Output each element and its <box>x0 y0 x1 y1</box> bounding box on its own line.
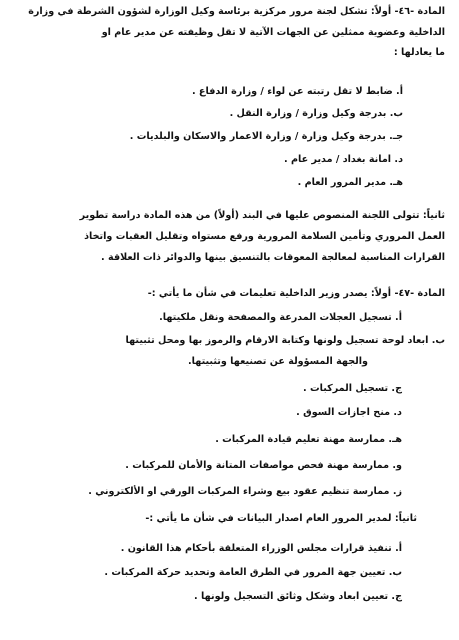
article-47-item-a: أ. تسجيل العجلات المدرعة والمصفحة ونقل ملكيتها. <box>159 312 402 323</box>
article-47-second-item-b: ب. تعيين جهة المرور في الطرق العامة وتحديد حركة المركبات . <box>104 567 402 578</box>
article-47-item-g: ز. ممارسة تنظيم عقود بيع وشراء المركبات الورقي او الألكتروني . <box>88 486 402 497</box>
article-46-second-line-3: القرارات المناسبة لمعالجة المعوقات بالتنسيق بينها والدوائر ذات العلاقة . <box>101 252 445 263</box>
article-46-line-2: الداخلية وعضوية ممثلين عن الجهات الآتية لا تقل وظيفته عن مدير عام او <box>101 27 445 38</box>
article-46-line-3: ما يعادلها : <box>393 47 445 58</box>
article-46-second-line-1: ثانياً: تتولى اللجنة المنصوص عليها في البند (أولاً) من هذه المادة دراسة تطوير <box>79 210 445 221</box>
article-47-item-f: و. ممارسة مهنة فحص مواصفات المتانة والأمان للمركبات . <box>125 460 402 471</box>
article-46-line-1: المادة -٤٦- أولاً: تشكل لجنة مرور مركزية برئاسة وكيل الوزارة لشؤون الشرطة في وزارة <box>28 6 445 17</box>
article-47-item-d: د. منح اجازات السوق . <box>296 407 402 418</box>
article-47-item-e: هـ. ممارسة مهنة تعليم قيادة المركبات . <box>215 434 402 445</box>
article-46-item-d: د. امانة بغداد / مدير عام . <box>283 154 403 165</box>
article-47-first-heading: المادة -٤٧- أولاً: يصدر وزير الداخلية تعليمات في شأن ما يأتي :- <box>147 288 445 299</box>
article-47-second-item-c: ج. تعيين ابعاد وشكل وثائق التسجيل ولونها . <box>194 591 402 602</box>
article-46-second-line-2: العمل المروري وتأمين السلامة المرورية ورفع مستواه وتقليل العقبات واتخاذ <box>84 231 445 242</box>
article-46-item-a: أ. ضابط لا تقل رتبته عن لواء / وزارة الدفاع . <box>191 86 403 97</box>
article-46-item-b: ب. بدرجة وكيل وزارة / وزارة النقل . <box>229 108 403 119</box>
article-46-item-c: جـ. بدرجة وكيل وزارة / وزارة الاعمار والاسكان والبلديات . <box>129 131 403 142</box>
article-46-item-e: هـ. مدير المرور العام . <box>297 177 403 188</box>
article-47-item-b-line-2: والجهة المسؤولة عن تصنيعها وتثبيتها. <box>188 356 368 367</box>
article-47-item-c: ج. تسجيل المركبات . <box>302 383 402 394</box>
article-47-item-b-line-1: ب. ابعاد لوحة تسجيل ولونها وكتابة الارقام والرموز بها ومحل تثبيتها <box>125 335 445 346</box>
article-47-second-heading: ثانياً: لمدير المرور العام اصدار البيانات في شأن ما يأتي :- <box>145 513 417 524</box>
article-47-second-item-a: أ. تنفيذ قرارات مجلس الوزراء المتعلقة بأحكام هذا القانون . <box>120 543 402 554</box>
